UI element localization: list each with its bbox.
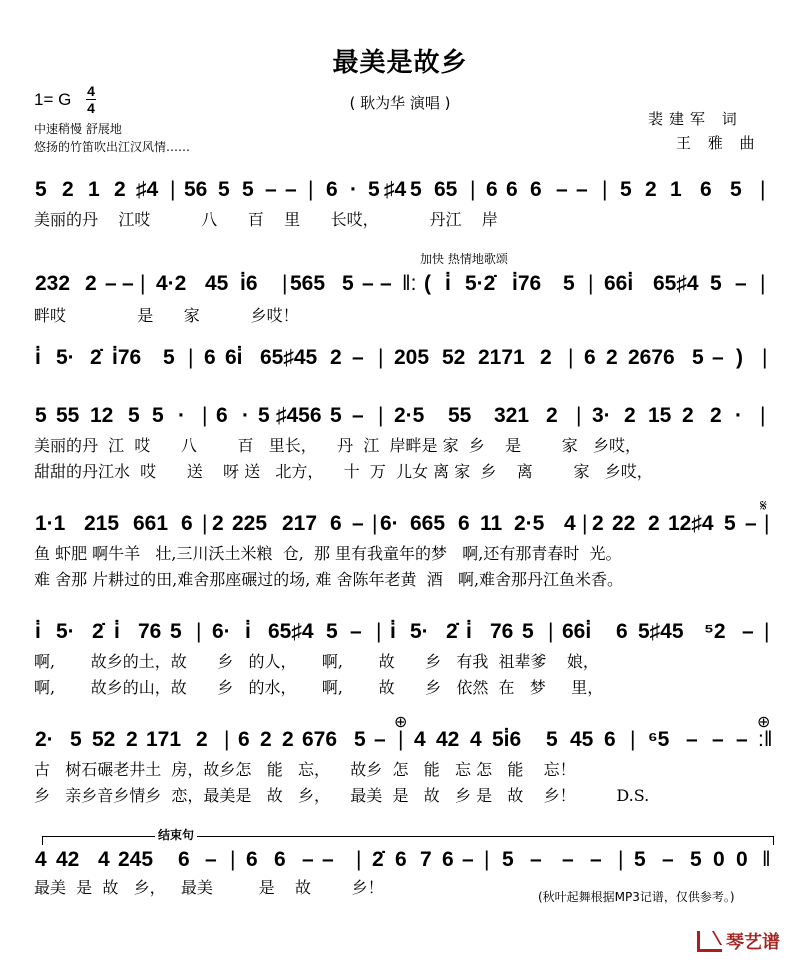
note: 215: [84, 512, 120, 535]
time-signature: [86, 84, 96, 115]
note: –: [712, 728, 724, 751]
note: i̇: [245, 620, 251, 643]
note: –: [105, 272, 117, 295]
barline: |: [764, 620, 770, 643]
note: –: [576, 178, 588, 201]
barline: |: [376, 620, 382, 643]
note: 5: [218, 178, 230, 201]
note: 2̇: [92, 620, 104, 643]
barline: |: [764, 512, 770, 535]
barline: |: [588, 272, 594, 295]
note: 6: [700, 178, 712, 201]
logo-icon: [697, 931, 722, 952]
note: 65: [434, 178, 458, 201]
barline: |: [170, 178, 176, 201]
note: 12: [90, 404, 114, 427]
barline: |: [568, 346, 574, 369]
barline: |: [202, 512, 208, 535]
note: –: [362, 272, 374, 295]
barline: |: [308, 178, 314, 201]
note: 12♯4: [668, 512, 714, 535]
coda-icon-end: ⊕: [757, 712, 771, 731]
site-logo: [697, 928, 780, 954]
note: 5·: [56, 620, 75, 643]
note: 42: [56, 848, 80, 871]
note: 171: [146, 728, 182, 751]
note: ♯456: [276, 404, 322, 427]
lyric-line: 难 舍那 片耕过的田,难舍那座碾过的场, 难 舍陈年老黄 酒 啊,难舍那丹江鱼米香。: [34, 570, 624, 589]
barline: |: [618, 848, 624, 871]
note: 5: [546, 728, 558, 751]
barline: |: [576, 404, 582, 427]
note: 6·: [380, 512, 399, 535]
note: 5: [410, 178, 422, 201]
note: 7: [420, 848, 432, 871]
note: 2: [126, 728, 138, 751]
note: i̇76: [112, 346, 142, 369]
note: 6: [442, 848, 454, 871]
note: 2̇: [372, 848, 384, 871]
note: 6: [486, 178, 498, 201]
note: 5: [354, 728, 366, 751]
note: 6: [326, 178, 338, 201]
note: –: [122, 272, 134, 295]
note: 2: [540, 346, 552, 369]
note: 11: [480, 512, 503, 535]
note: –: [462, 848, 474, 871]
lyric-line: 美丽的丹 江 哎 八 百 里长， 丹 江 岸畔是 家 乡 是 家 乡哎，: [34, 436, 642, 455]
note: 6: [395, 848, 407, 871]
note: –: [265, 178, 277, 201]
tempo-change-marking: 加快 热情地歌颂: [420, 252, 508, 266]
note: –: [322, 848, 334, 871]
note: 5: [152, 404, 164, 427]
intro-note: 悠扬的竹笛吹出江汉风情……: [34, 140, 191, 154]
note: 2: [624, 404, 636, 427]
note: 66i̇: [562, 620, 592, 643]
note: –: [742, 620, 754, 643]
note: –: [380, 272, 392, 295]
note: 1: [88, 178, 100, 201]
lyric-line: 古 树石碾老井土 房，故乡怎 能 忘， 故乡 怎 能 忘 怎 能 忘！: [34, 760, 576, 779]
lyric-line: 啊, 故乡的土，故 乡 的人， 啊, 故 乡 有我 祖辈爹 娘，: [34, 652, 599, 671]
note: 6: [458, 512, 470, 535]
note: 2: [260, 728, 272, 751]
note: 76: [490, 620, 514, 643]
note: –: [556, 178, 568, 201]
barline: ‖:: [402, 272, 417, 295]
note: 4: [414, 728, 426, 751]
note: 6: [246, 848, 258, 871]
note: 52: [442, 346, 466, 369]
barline: |: [582, 512, 588, 535]
note: 76: [138, 620, 162, 643]
note: 225: [232, 512, 268, 535]
note: 6: [616, 620, 628, 643]
barline: |: [760, 404, 766, 427]
note: 6: [584, 346, 596, 369]
note: 6: [530, 178, 542, 201]
note: 0: [736, 848, 748, 871]
note: i̇76: [512, 272, 542, 295]
note: 2·5: [394, 404, 425, 427]
note: 5·2̇: [465, 272, 496, 295]
note: 2: [606, 346, 618, 369]
note: 5: [690, 848, 702, 871]
note: 2: [196, 728, 208, 751]
note: 2: [682, 404, 694, 427]
barline: |: [760, 178, 766, 201]
note: –: [352, 346, 364, 369]
note: i̇: [35, 346, 41, 369]
note: 245: [118, 848, 154, 871]
barline: |: [762, 346, 768, 369]
note: 66i̇: [604, 272, 634, 295]
note: 5: [620, 178, 632, 201]
logo-text: 琴艺谱: [726, 932, 780, 953]
note: 2171: [478, 346, 525, 369]
note: 4: [470, 728, 482, 751]
barline: |: [202, 404, 208, 427]
note: i̇: [35, 620, 41, 643]
lyric-line: 甜甜的丹江水 哎 送 呀 送 北方， 十 万 儿女 离 家 乡 离 家 乡哎，: [34, 462, 653, 481]
note: –: [662, 848, 674, 871]
note: 5·: [56, 346, 75, 369]
barline: |: [602, 178, 608, 201]
note: 2̇: [90, 346, 102, 369]
note: –: [530, 848, 542, 871]
note: 676: [302, 728, 338, 751]
lyricist-credit: 裴建军 词: [648, 110, 743, 128]
barline: |: [484, 848, 490, 871]
barline: |: [230, 848, 236, 871]
barline: :‖: [758, 728, 773, 751]
note: 2·5: [514, 512, 545, 535]
note: 5i̇6: [492, 728, 522, 751]
note: –: [562, 848, 574, 871]
note: i̇6: [240, 272, 258, 295]
tempo-marking: 中速稍慢 舒展地: [34, 122, 122, 136]
note: ): [736, 346, 743, 369]
note: –: [285, 178, 297, 201]
note: i̇: [114, 620, 120, 643]
key-signature: 1= G: [34, 90, 72, 109]
note: ♯4: [136, 178, 159, 201]
barline: |: [356, 848, 362, 871]
note: 2: [114, 178, 126, 201]
transcriber-note: (秋叶起舞根据MP3记谱，仅供参考。): [538, 890, 735, 904]
lyric-line: 美丽的丹 江哎 八 百 里 长哎， 丹江 岸: [34, 210, 498, 229]
note: 55: [56, 404, 80, 427]
note: 5: [128, 404, 140, 427]
note: 56: [184, 178, 208, 201]
note: 2: [592, 512, 604, 535]
note: i̇: [390, 620, 396, 643]
note: 665: [410, 512, 446, 535]
note: 5: [258, 404, 270, 427]
note: ·: [242, 404, 249, 427]
note: 45: [205, 272, 229, 295]
note: –: [712, 346, 724, 369]
note: i̇: [445, 272, 451, 295]
note: –: [350, 620, 362, 643]
note: 4: [35, 848, 47, 871]
barline: |: [188, 346, 194, 369]
barline: |: [378, 346, 384, 369]
note: 5: [368, 178, 380, 201]
note: 5: [342, 272, 354, 295]
note: 6: [604, 728, 616, 751]
lyric-line: 最美 是 故 乡， 最美 是 故 乡！: [34, 878, 384, 897]
note: 6: [506, 178, 518, 201]
note: (: [424, 272, 431, 295]
note: 5: [522, 620, 534, 643]
note: 2: [85, 272, 97, 295]
note: 5♯45: [638, 620, 684, 643]
note: –: [736, 728, 748, 751]
note: 65♯4: [268, 620, 314, 643]
note: 65♯4: [653, 272, 699, 295]
barline: |: [282, 272, 288, 295]
note: 2: [282, 728, 294, 751]
note: 5: [70, 728, 82, 751]
barline: |: [548, 620, 554, 643]
note: 55: [448, 404, 472, 427]
note: 2: [710, 404, 722, 427]
note: 6: [238, 728, 250, 751]
barline: |: [470, 178, 476, 201]
note: ·: [735, 404, 742, 427]
note: 5: [326, 620, 338, 643]
note: 5: [563, 272, 575, 295]
note: 6: [330, 512, 342, 535]
note: 2·: [35, 728, 54, 751]
note: 205: [394, 346, 430, 369]
note: 0: [713, 848, 725, 871]
time-sig-bottom: 4: [87, 100, 95, 116]
note: –: [735, 272, 747, 295]
song-title: 最美是故乡: [332, 48, 468, 78]
note: 6: [216, 404, 228, 427]
note: 6: [178, 848, 190, 871]
note: –: [686, 728, 698, 751]
segno-icon: 𝄋: [760, 496, 767, 515]
note: 42: [436, 728, 460, 751]
lyric-line: 啊, 故乡的山，故 乡 的水， 啊, 故 乡 依然 在 梦 里，: [34, 678, 604, 697]
note: 5: [724, 512, 736, 535]
barline: |: [224, 728, 230, 751]
note: –: [374, 728, 386, 751]
note: ♯4: [384, 178, 407, 201]
note: 6·: [212, 620, 231, 643]
note: 5: [502, 848, 514, 871]
note: 5: [710, 272, 722, 295]
note: 65♯45: [260, 346, 318, 369]
barline: |: [196, 620, 202, 643]
barline: |: [630, 728, 636, 751]
note: –: [302, 848, 314, 871]
note: 565: [290, 272, 326, 295]
note: 661: [133, 512, 169, 535]
barline: |: [760, 272, 766, 295]
note: 2: [645, 178, 657, 201]
note: 6: [274, 848, 286, 871]
note: 52: [92, 728, 116, 751]
barline: |: [398, 728, 404, 751]
note: –: [205, 848, 217, 871]
note: 5: [170, 620, 182, 643]
note: –: [352, 512, 364, 535]
note: 5: [634, 848, 646, 871]
ending-label: 结束句: [155, 826, 197, 843]
lyric-line: 畔哎 是 家 乡哎！: [34, 306, 299, 325]
note: 5: [35, 404, 47, 427]
note: 2: [330, 346, 342, 369]
composer-credit: 王 雅 曲: [676, 134, 761, 152]
note: 1: [670, 178, 682, 201]
note: –: [352, 404, 364, 427]
note: 45: [570, 728, 594, 751]
note: –: [590, 848, 602, 871]
note: i̇: [466, 620, 472, 643]
lyric-line: 鱼 虾肥 啊牛羊 壮,三川沃土米粮 仓, 那 里有我童年的梦 啊,还有那青春时 光。: [34, 544, 622, 563]
note: 2: [212, 512, 224, 535]
ending-bracket: [42, 836, 774, 845]
time-sig-top: 4: [87, 83, 95, 99]
note: 321: [494, 404, 530, 427]
note: ⁶5: [648, 728, 670, 751]
note: 6i̇: [225, 346, 243, 369]
note: 6: [181, 512, 193, 535]
note: 2: [648, 512, 660, 535]
note: 5: [330, 404, 342, 427]
note: ·: [178, 404, 185, 427]
note: 1·1: [35, 512, 66, 535]
note: 2676: [628, 346, 675, 369]
note: 15: [648, 404, 672, 427]
barline: ‖: [762, 848, 771, 871]
note: ⁵2: [704, 620, 726, 643]
note: 2: [62, 178, 74, 201]
note: –: [745, 512, 757, 535]
lyric-line: 乡 亲乡音乡情乡 恋，最美是 故 乡， 最美 是 故 乡 是 故 乡！ D.S.: [34, 786, 650, 805]
note: 5: [163, 346, 175, 369]
note: 22: [612, 512, 636, 535]
barline: |: [378, 404, 384, 427]
singer-credit: ( 耿为华 演唱 ): [349, 94, 451, 112]
note: 4: [564, 512, 576, 535]
note: 4·2: [156, 272, 187, 295]
note: 6: [204, 346, 216, 369]
note: 5: [242, 178, 254, 201]
note: 232: [35, 272, 71, 295]
barline: |: [140, 272, 146, 295]
note: 5: [692, 346, 704, 369]
note: 5: [730, 178, 742, 201]
note: 217: [282, 512, 318, 535]
note: ·: [350, 178, 357, 201]
coda-icon: ⊕: [394, 712, 408, 731]
note: 3·: [592, 404, 611, 427]
barline: |: [372, 512, 378, 535]
note: 2: [546, 404, 558, 427]
note: 2̇: [446, 620, 458, 643]
note: 5: [35, 178, 47, 201]
note: 5·: [410, 620, 429, 643]
note: 4: [98, 848, 110, 871]
